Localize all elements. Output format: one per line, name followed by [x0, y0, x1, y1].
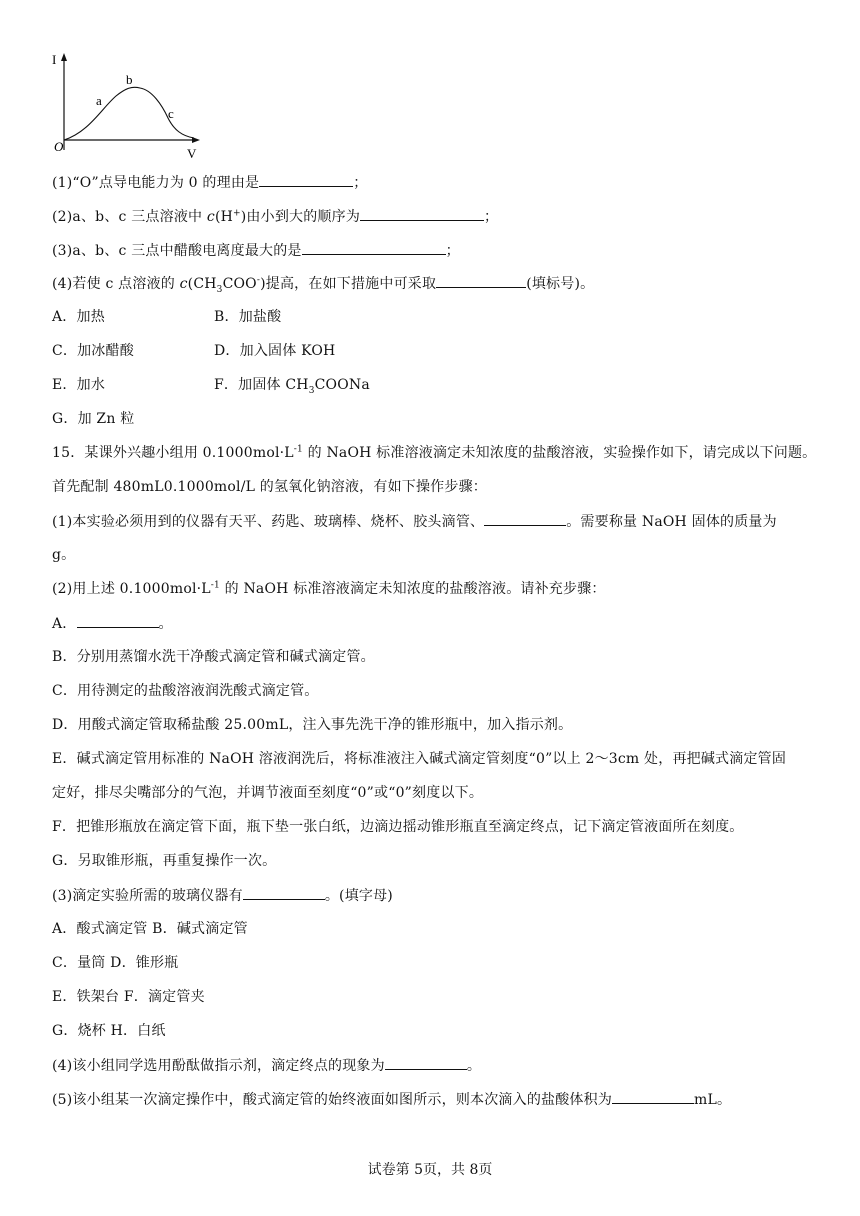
step-b-text: B．分别用蒸馏水洗干净酸式滴定管和碱式滴定管。: [52, 649, 375, 665]
q14-part4: [52, 273, 594, 294]
q14-part2-post: )由小到大的顺序为: [240, 209, 361, 225]
q15-part2-text: (2)用上述 0.1000mol·L: [52, 581, 211, 597]
conductivity-curve: [64, 87, 194, 140]
q15-part1-cont: [52, 545, 75, 565]
answer-blank[interactable]: [436, 273, 526, 288]
q15-part4-text: (4)该小组同学选用酚酞做指示剂，滴定终点的现象为: [52, 1058, 385, 1074]
q14-part4-sub: 3: [216, 284, 223, 295]
q14-part4-sup: -: [256, 275, 261, 286]
option-f-post: COONa: [314, 377, 370, 393]
step-c-text: C．用待测定的盐酸溶液润洗酸式滴定管。: [52, 683, 319, 699]
y-axis-label: I: [52, 52, 57, 67]
step-e-text-1: E．碱式滴定管用标准的 NaOH 溶液润洗后，将标准液注入碱式滴定管刻度“0”以上 2～3cm 处，再把碱式滴定管固: [52, 751, 787, 767]
q15-intro-sup: -1: [293, 444, 303, 455]
q14-part1-end: ；: [353, 175, 368, 191]
q14-part4-mid: (CH: [187, 276, 217, 292]
q15-options-ab: [52, 919, 248, 939]
q15-step-b: [52, 647, 375, 667]
q15-part4-post: 。: [466, 1058, 482, 1074]
step-f-text: F．把锥形瓶放在滴定管下面，瓶下垫一张白纸，边滴边摇动锥形瓶直至滴定终点，记下滴定管液面所在刻度。: [52, 819, 744, 835]
point-a-label: a: [96, 93, 102, 108]
q15-options-gh: [52, 1021, 166, 1041]
q15-part3-text: (3)滴定实验所需的玻璃仪器有: [52, 888, 243, 904]
q14-part1-text: (1)“O”点导电能力为 0 的理由是: [52, 175, 260, 191]
x-axis-label: V: [187, 146, 197, 161]
q14-part2-end: ；: [484, 209, 499, 225]
q15-part3: [52, 885, 393, 906]
q15-part4: [52, 1055, 481, 1076]
q15-part3-post: 。(填字母): [324, 888, 393, 904]
q15-options-ef: [52, 987, 205, 1007]
option-b: B．加盐酸: [214, 309, 282, 325]
q15-part5: [52, 1089, 731, 1110]
option-f-sub: 3: [308, 385, 315, 396]
q14-part2: [52, 206, 498, 227]
q15-step-g: [52, 851, 276, 871]
step-g-text: G．另取锥形瓶，再重复操作一次。: [52, 853, 277, 869]
q15-options-cd: [52, 953, 178, 973]
q15-part5-text: (5)该小组某一次滴定操作中，酸式滴定管的始终液面如图所示，则本次滴入的盐酸体积为: [52, 1092, 613, 1108]
q15-intro-text: 15．某课外兴趣小组用 0.1000mol·L: [52, 445, 294, 461]
q15-intro-line1: [52, 443, 816, 463]
q15-intro2-text: 首先配制 480mL0.1000mol/L 的氢氧化钠溶液，有如下操作步骤：: [52, 479, 487, 495]
origin-label: O: [54, 139, 64, 154]
q15-part2-sup: -1: [210, 580, 220, 591]
q15-step-e-line2: [52, 783, 483, 803]
q14-part4-text: (4)若使 c 点溶液的: [52, 276, 180, 292]
option-a: A．加热: [52, 309, 105, 325]
q15-step-c: [52, 681, 319, 701]
answer-blank[interactable]: [385, 1055, 467, 1070]
q14-part2-c: c: [206, 209, 215, 225]
answer-blank[interactable]: [484, 511, 566, 526]
q14-part2-mid: (H: [214, 209, 234, 225]
q15-intro-post: 的 NaOH 标准溶液滴定未知浓度的盐酸溶液，实验操作如下，请完成以下问题。: [302, 445, 817, 461]
conductivity-graph: [44, 50, 214, 165]
q15-intro-line2: [52, 477, 487, 497]
q14-options-row3: [52, 375, 370, 396]
q14-options-row4: [52, 409, 134, 429]
q15-part1-text: (1)本实验必须用到的仪器有天平、药匙、玻璃棒、烧杯、胶头滴管、: [52, 514, 485, 530]
q15-part2-post: 的 NaOH 标准溶液滴定未知浓度的盐酸溶液。请补充步骤：: [219, 581, 606, 597]
q14-part2-text: (2)a、b、c 三点溶液中: [52, 209, 207, 225]
q15-step-f: [52, 817, 744, 837]
page-footer: 试卷第 5页，共 8页: [367, 1162, 493, 1178]
q14-options-row1: [52, 307, 282, 327]
option-g: G．加 Zn 粒: [52, 411, 135, 427]
option-d: D．加入固体 KOH: [214, 343, 336, 359]
option-f-text: F．加固体 CH: [214, 377, 309, 393]
point-b-label: b: [126, 72, 133, 87]
option-gh-text: G．烧杯 H．白纸: [52, 1023, 166, 1039]
step-d-text: D．用酸式滴定管取稀盐酸 25.00mL，注入事先洗干净的锥形瓶中，加入指示剂。: [52, 717, 573, 733]
answer-blank[interactable]: [612, 1089, 694, 1104]
q15-step-e-line1: [52, 749, 786, 769]
q14-part1: [52, 172, 367, 193]
option-cd-text: C．量筒 D．锥形瓶: [52, 955, 179, 971]
answer-blank[interactable]: [243, 885, 325, 900]
option-e: E．加水: [52, 377, 106, 393]
q15-part1: [52, 511, 777, 532]
answer-blank[interactable]: [360, 206, 484, 221]
answer-blank[interactable]: [302, 240, 446, 255]
q14-part2-sup: +: [233, 208, 241, 219]
q15-step-d: [52, 715, 572, 735]
point-c-label: c: [168, 106, 174, 121]
step-a-label: A．: [52, 616, 77, 632]
y-axis-arrow: [61, 53, 67, 61]
q14-part4-post: )提高，在如下措施中可采取: [260, 276, 437, 292]
q14-options-row2: [52, 341, 336, 361]
q15-part5-post: mL。: [694, 1092, 732, 1108]
option-f: [214, 375, 370, 395]
option-c: C．加冰醋酸: [52, 343, 134, 359]
q14-part4-mid2: COO: [222, 276, 257, 292]
answer-blank[interactable]: [77, 613, 159, 628]
q15-step-a: [52, 613, 173, 634]
q14-part4-end: (填标号)。: [526, 276, 595, 292]
q15-part2: [52, 579, 606, 599]
q14-part3: [52, 240, 460, 261]
answer-blank[interactable]: [259, 172, 353, 187]
option-ab-text: A．酸式滴定管 B．碱式滴定管: [52, 921, 248, 937]
q14-part3-end: ；: [445, 243, 460, 259]
q14-part4-c: c: [179, 276, 188, 292]
option-ef-text: E．铁架台 F．滴定管夹: [52, 989, 205, 1005]
step-e-text-2: 定好，排尽尖嘴部分的气泡，并调节液面至刻度“0”或“0”刻度以下。: [52, 785, 484, 801]
q15-part1-post: 。需要称量 NaOH 固体的质量为: [566, 514, 777, 530]
q15-part1-unit: g。: [52, 547, 76, 563]
step-a-end: 。: [158, 616, 173, 632]
q14-part3-text: (3)a、b、c 三点中醋酸电离度最大的是: [52, 243, 302, 259]
